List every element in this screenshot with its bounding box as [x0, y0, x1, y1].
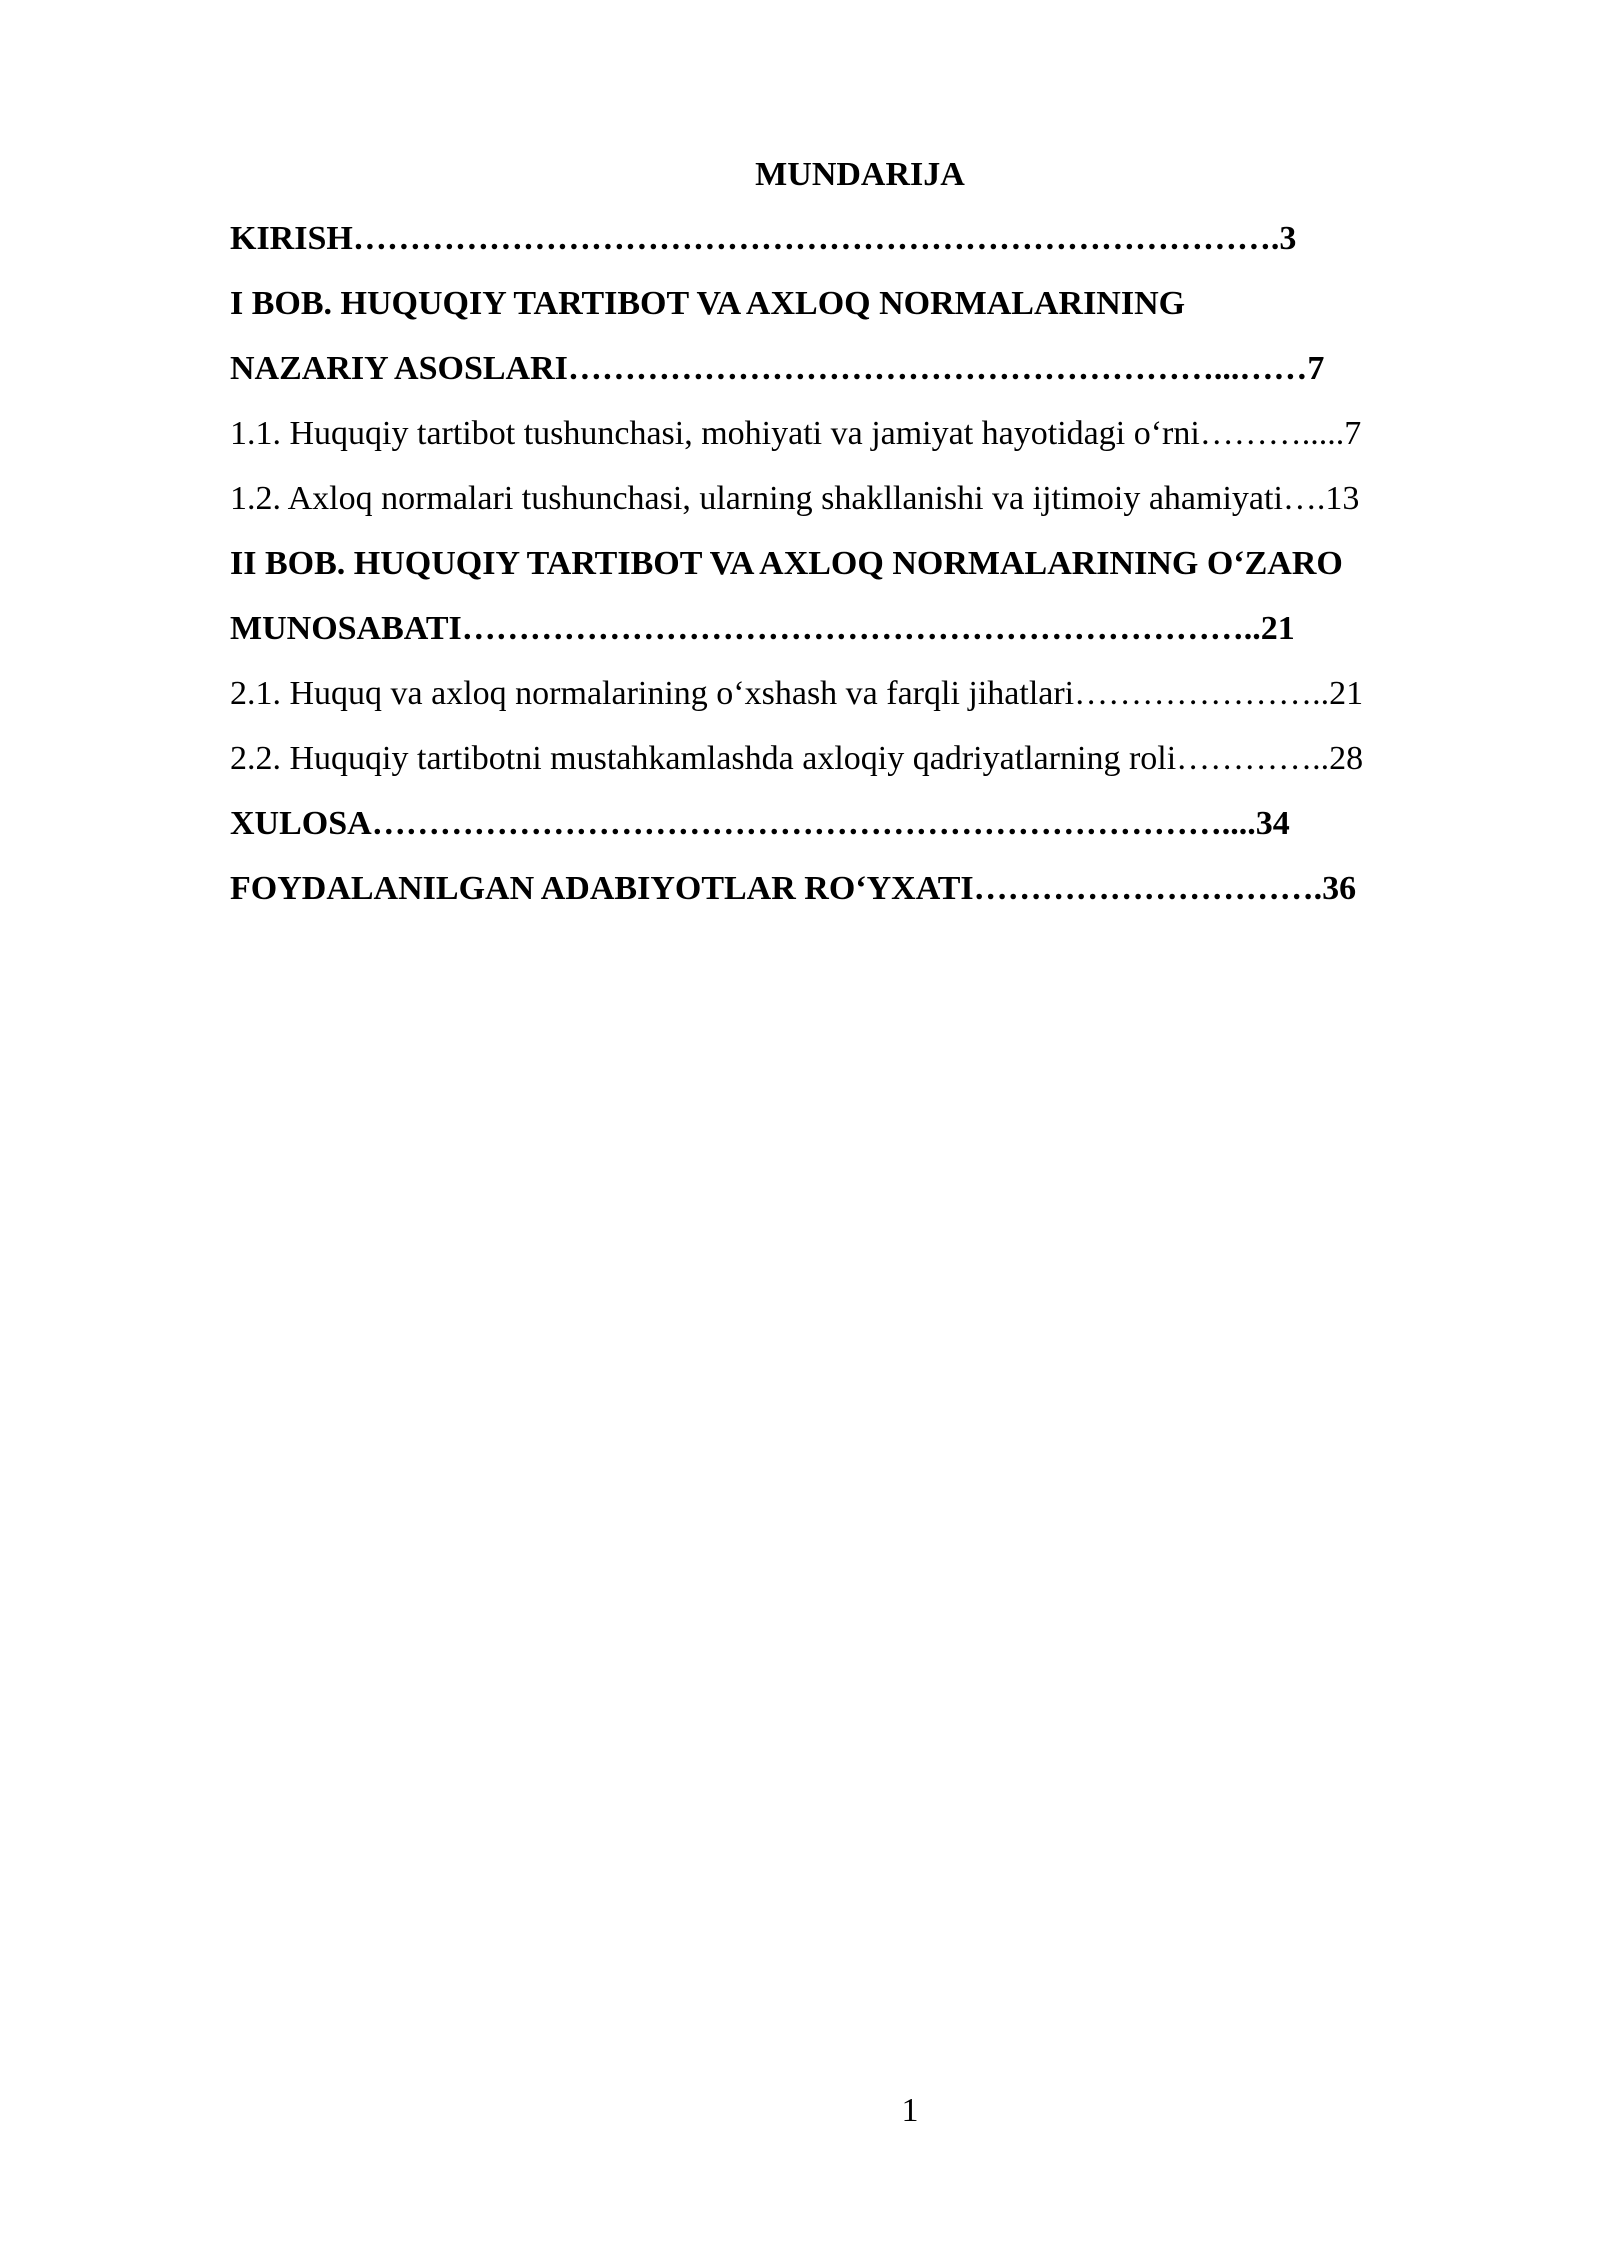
toc-entry-chapter-2-line-1: II BOB. HUQUQIY TARTIBOT VA AXLOQ NORMALARINING O‘ZARO [230, 545, 1343, 582]
toc-entry-section-1-2: 1.2. Axloq normalari tushunchasi, ularning shakllanishi va ijtimoiy ahamiyati….13 [230, 480, 1360, 517]
page-number: 1 [901, 2092, 919, 2129]
toc-entry-kirish: KIRISH……………………………………………………………………….3 [230, 220, 1297, 257]
table-of-contents [230, 214, 1500, 929]
toc-title: MUNDARIJA [755, 156, 965, 193]
toc-entry-chapter-1-line-1: I BOB. HUQUQIY TARTIBOT VA AXLOQ NORMALARINING [230, 285, 1186, 322]
toc-entry-references: FOYDALANILGAN ADABIYOTLAR RO‘YXATI………………………….36 [230, 870, 1357, 907]
toc-entry-chapter-2-line-2: MUNOSABATI……………………………………………………………..21 [230, 610, 1295, 647]
toc-entry-section-2-2: 2.2. Huquqiy tartibotni mustahkamlashda axloqiy qadriyatlarning roli…………..28 [230, 740, 1364, 777]
toc-entry-xulosa: XULOSA…………………………………………………………………....34 [230, 805, 1290, 842]
toc-entry-section-1-1: 1.1. Huquqiy tartibot tushunchasi, mohiyati va jamiyat hayotidagi o‘rni……….....7 [230, 415, 1362, 452]
toc-entry-chapter-1-line-2: NAZARIY ASOSLARI…………………………………………………...……7 [230, 350, 1325, 387]
toc-entry-section-2-1: 2.1. Huquq va axloq normalarining o‘xshash va farqli jihatlari…………………..21 [230, 675, 1364, 712]
